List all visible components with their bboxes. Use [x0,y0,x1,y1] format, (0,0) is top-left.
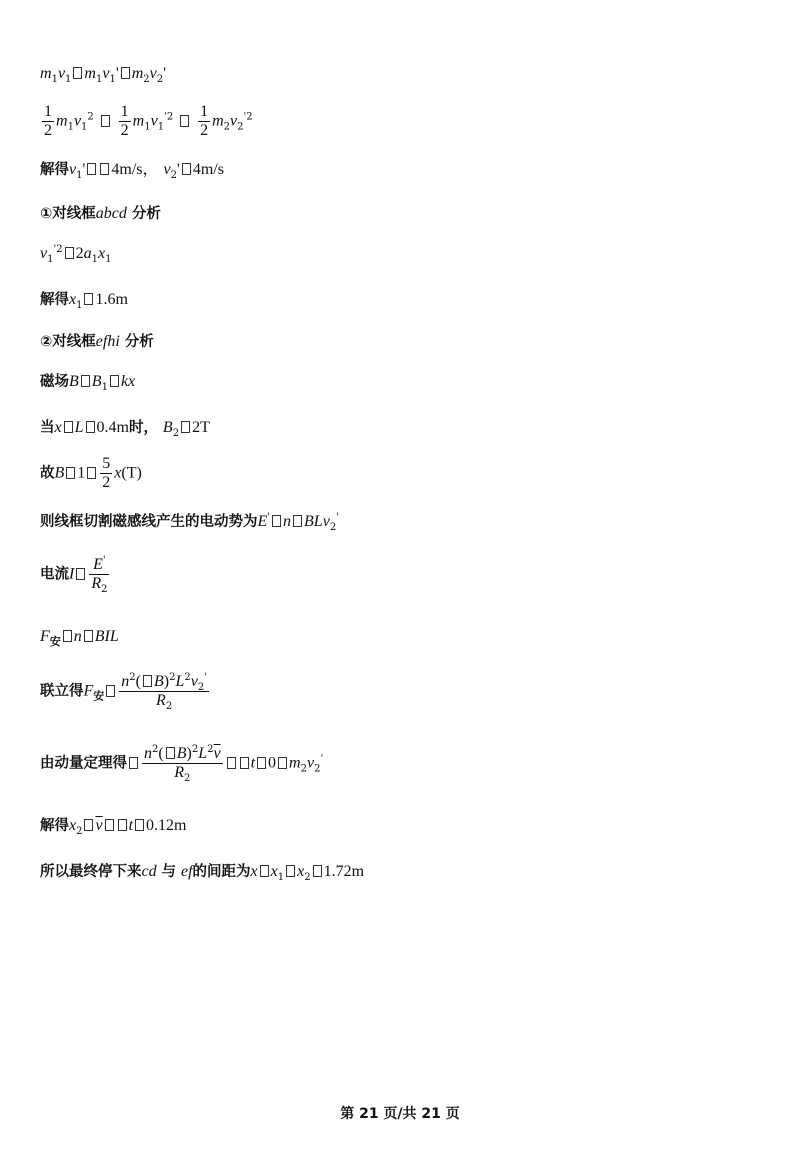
eq-impulse: 由动量定理得 $\frac{n^2( B)^2L^2\overline{v}}{R_2}$ t 0 $m_2v_2'$ [40,743,324,785]
step-frame-abcd: ①对线框abcd 分析 [40,205,161,222]
step-frame-efhi: ②对线框efhi 分析 [40,333,154,350]
eq-ampere-force: $F_安$ n BIL [40,628,119,649]
eq-current: 电流I $\frac{E'}{R_2}$ [40,554,108,596]
eq-combined-force: 联立得$F_安$ $\frac{n^2( B)^2L^2v_2'}{R_2}$ [40,671,207,713]
page-number: 第 21 页/共 21 页 [340,1106,460,1122]
eq-energy: $\frac{1}{2}$ $m_1v_1^2$ $\frac{1}{2}$ $m_1v_1^{'2}$ $\frac{1}{2}$ $m_2v_2^{'2}$ [44,103,253,139]
solve-x1: 解得$x_1$ 1.6m [40,291,128,312]
eq-kinematics: $v_1^{'2}$ $2a_1x_1$ [40,243,112,266]
eq-emf: 则线框切割磁感线产生的电动势为E' n BLv$_2$' [40,511,339,534]
solve-x2: 解得$x_2$ $\overline{v}$ t 0.12m [40,817,187,838]
final-distance: 所以最终停下来cd 与 ef的间距为x $x_1$ $x_2$ 1.72m [40,863,365,884]
eq-field-result: 故B 1 $\frac{5}{2}$ x(T) [40,455,142,491]
eq-when-x: 当x L 0.4m时， $B_2$ 2T [40,419,210,440]
eq-momentum: $m_1v_1$ $m_1v_1'$ $m_2v_2'$ [40,65,167,86]
solve-velocities: 解得$v_1'$ 4m/s， $v_2'$ 4m/s [40,161,224,182]
eq-field: 磁场B $B_1$ kx [40,373,136,394]
